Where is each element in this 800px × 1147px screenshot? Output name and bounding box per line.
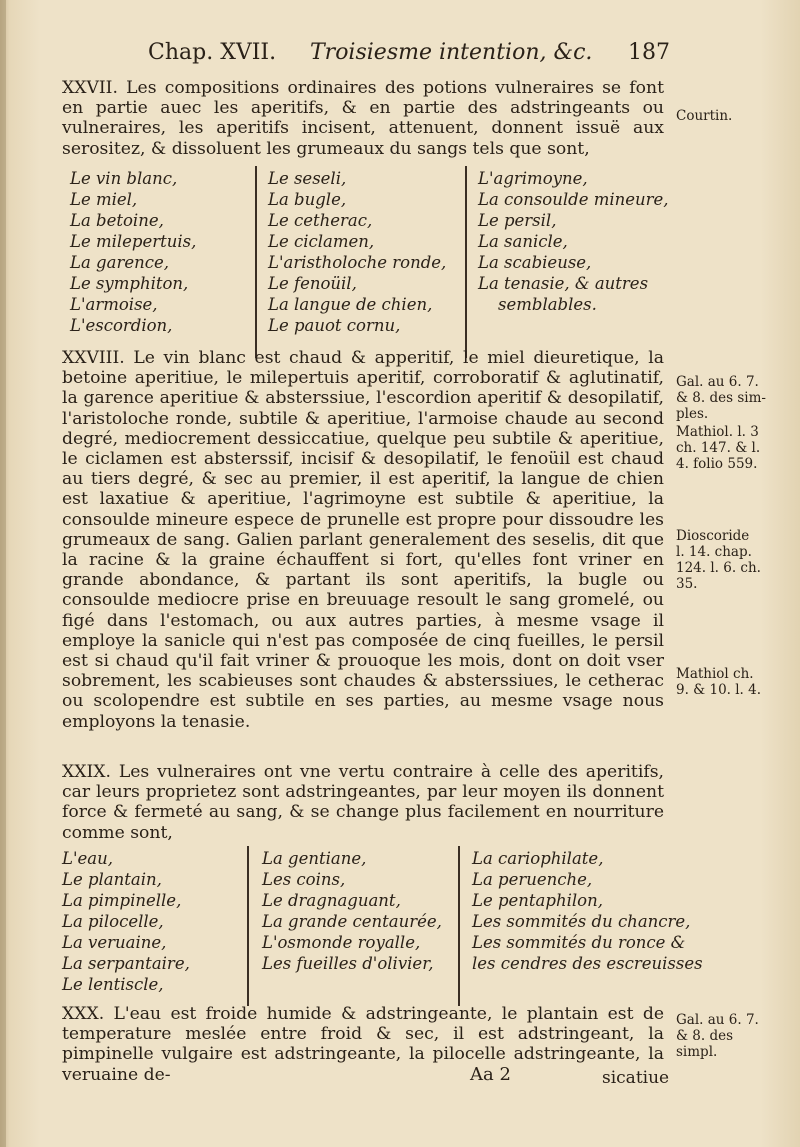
list-item: L'escordion, — [70, 316, 173, 335]
list-item: Les fueilles d'olivier, — [262, 954, 434, 973]
list2-column-2 — [262, 848, 442, 974]
list-item: La garence, — [70, 253, 169, 272]
column-divider — [247, 846, 249, 1006]
paragraph-xxvii: XXVII. Les compositions ordinaires des potions vulneraires se font en partie auec les aperitifs, & en partie des adstringeants ou vulneraires, les aperitifs incisent, attenuent, donnent issuë aux serositez, & dissoluent les grumeaux du sangs tels que sont, — [62, 78, 664, 159]
signature-mark: Aa 2 — [470, 1064, 511, 1085]
catchword: sicatiue — [602, 1068, 670, 1088]
list-item: L'eau, — [62, 849, 113, 868]
list-item: L'agrimoyne, — [478, 169, 588, 188]
margin-note: Dioscoride l. 14. chap. 124. l. 6. ch. 35. — [676, 528, 761, 592]
list-item: Les sommités du ronce & — [472, 933, 686, 952]
page-binding-edge — [0, 0, 6, 1147]
margin-note: Gal. au 6. 7. & 8. des sim- ples. — [676, 374, 766, 422]
list2-column-3 — [472, 848, 703, 974]
list-item: L'aristholoche ronde, — [268, 253, 447, 272]
list-item: La gentiane, — [262, 849, 367, 868]
list-item: L'osmonde royalle, — [262, 933, 421, 952]
page-number: 187 — [628, 40, 670, 65]
list-item: L'armoise, — [70, 295, 158, 314]
running-header — [140, 40, 680, 70]
list-item: La bugle, — [268, 190, 347, 209]
paragraph-xxix: XXIX. Les vulneraires ont vne vertu contraire à celle des aperitifs, car leurs proprietez sont adstringeantes, par leur moyen ils donnent force & fermeté au sang, & se change plus facilement en nourriture comme sont, — [62, 762, 664, 843]
list-item: La langue de chien, — [268, 295, 433, 314]
list-item: Le ciclamen, — [268, 232, 375, 251]
list-item: Le milepertuis, — [70, 232, 197, 251]
list-item: Les sommités du chancre, — [472, 912, 691, 931]
list1-column-3 — [478, 168, 669, 315]
list-item: semblables. — [498, 295, 597, 314]
margin-note: Mathiol ch. 9. & 10. l. 4. — [676, 666, 762, 698]
margin-note: Mathiol. l. 3 ch. 147. & l. 4. folio 559. — [676, 424, 761, 472]
margin-note: Gal. au 6. 7. & 8. des simpl. — [676, 1012, 759, 1060]
list-item: La tenasie, & autres — [478, 274, 649, 293]
list-item: Le pentaphilon, — [472, 891, 603, 910]
list1-column-1 — [70, 168, 196, 336]
chapter-label: Chap. XVII. — [148, 40, 277, 65]
column-divider — [458, 846, 460, 1006]
column-divider — [465, 166, 467, 358]
list-item: La peruenche, — [472, 870, 593, 889]
list-item: La serpantaire, — [62, 954, 190, 973]
list-item: La veruaine, — [62, 933, 167, 952]
list-item: Le dragnaguant, — [262, 891, 401, 910]
chapter-title: Troisiesme intention, &c. — [310, 40, 593, 65]
list-item: La scabieuse, — [478, 253, 592, 272]
list-item: Le plantain, — [62, 870, 162, 889]
list-item: Le cetherac, — [268, 211, 373, 230]
list-item: La pilocelle, — [62, 912, 164, 931]
list-item: Le symphiton, — [70, 274, 189, 293]
list-item: Les coins, — [262, 870, 346, 889]
column-divider — [255, 166, 257, 358]
list-item: Le persil, — [478, 211, 557, 230]
list-item: Le fenoüil, — [268, 274, 357, 293]
list-item: La cariophilate, — [472, 849, 604, 868]
list-item: Le lentiscle, — [62, 975, 164, 994]
list-item: Le pauot cornu, — [268, 316, 401, 335]
paragraph-xxviii: XXVIII. Le vin blanc est chaud & apperitif, le miel dieuretique, la betoine aperitiue, le milepertuis aperitif, corroboratif & aglutinatif, la garence aperitiue & absterssiue, l'escordion aperitif & desopilatif, l'aristoloche ronde, subtile & aperitiue, l'armoise chaude au second degré, mediocrement dessiccatiue, quelque peu subtile & aperitiue, le ciclamen est absterssif, incisif & desopilatif, le fenoüil est chaud au tiers degré, & sec au premier, il est aperitif, la langue de chien est laxatiue & aperitiue, l'agrimoyne est subtile & aperitiue, la consoulde mineure espece de prunelle est propre pour dissoudre les grumeaux de sang. Galien parlant generalement des seselis, dit que la racine & la graine échauffent si fort, qu'elles font vriner en grande abondance, & partant ils sont aperitifs, la bugle ou consoulde mediocre prise en breuuage resoult le sang gromelé, ou figé dans l'estomach, ou aux autres parties, à mesme vsage il employe la sanicle qui n'est pas composée de cinq fueilles, le persil est si chaud qu'il fait vriner & prouoque les mois, dont on doit vser sobrement, les scabieuses sont chaudes & absterssiues, le cetherac ou scolopendre est subtile en ses parties, au mesme vsage nous employons la tenasie. — [62, 348, 664, 732]
list-item: les cendres des escreuisses — [472, 954, 703, 973]
list-item: La sanicle, — [478, 232, 568, 251]
list-item: La consoulde mineure, — [478, 190, 669, 209]
list2-column-1 — [62, 848, 190, 995]
list-item: Le seseli, — [268, 169, 347, 188]
list-item: La pimpinelle, — [62, 891, 182, 910]
list-item: La betoine, — [70, 211, 164, 230]
list-item: Le miel, — [70, 190, 138, 209]
list-item: Le vin blanc, — [70, 169, 178, 188]
margin-note: Courtin. — [676, 108, 733, 124]
list1-column-2 — [268, 168, 446, 336]
paragraph-xxx: XXX. L'eau est froide humide & adstringeante, le plantain est de temperature meslée entre froid & sec, il est adstringeant, la pimpinelle vulgaire est adstringeante, la pilocelle adstringeante, la veruaine de- — [62, 1004, 664, 1085]
list-item: La grande centaurée, — [262, 912, 442, 931]
